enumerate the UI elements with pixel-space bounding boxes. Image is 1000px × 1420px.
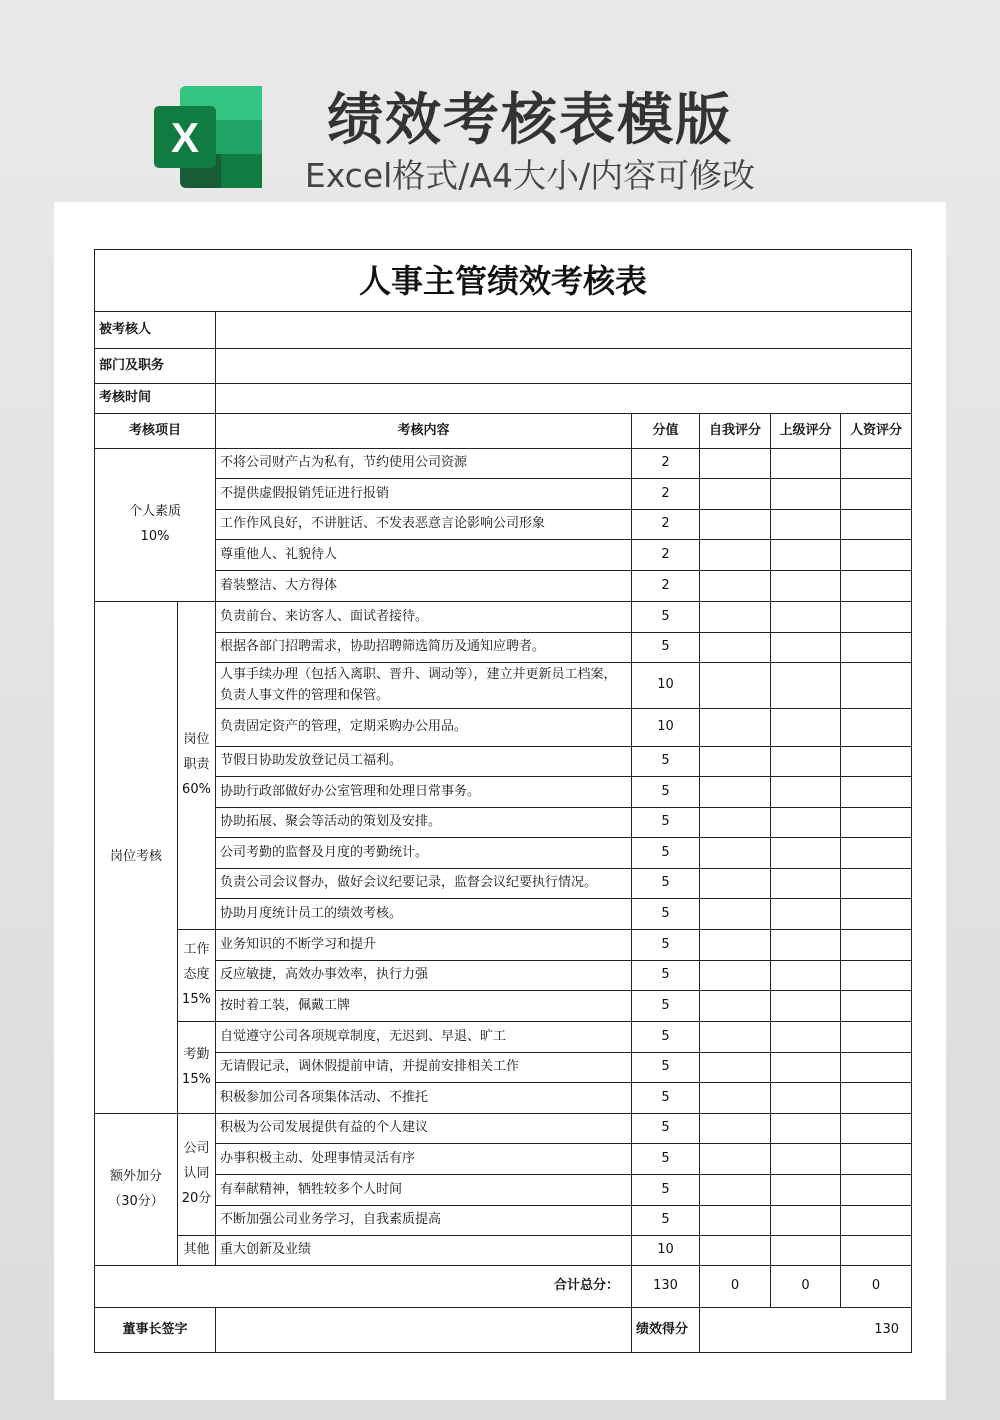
item-score: 5 <box>632 1022 700 1053</box>
section-extra-label: 额外加分（30分） <box>95 1114 178 1266</box>
self-score-cell[interactable] <box>700 1175 771 1206</box>
hr-score-cell[interactable] <box>841 808 912 838</box>
superior-score-cell[interactable] <box>771 540 841 571</box>
item-content: 协助行政部做好办公室管理和处理日常事务。 <box>216 777 632 808</box>
subsection-attitude-label: 工作态度15% <box>178 930 216 1022</box>
subsection-other-label: 其他 <box>178 1236 216 1266</box>
superior-score-cell[interactable] <box>771 961 841 991</box>
self-score-cell[interactable] <box>700 838 771 869</box>
superior-score-cell[interactable] <box>771 1114 841 1144</box>
item-content: 负责前台、来访客人、面试者接待。 <box>216 602 632 633</box>
self-score-cell[interactable] <box>700 602 771 633</box>
item-content: 协助拓展、聚会等活动的策划及安排。 <box>216 808 632 838</box>
hr-score-cell[interactable] <box>841 709 912 747</box>
subsection-duty-label: 岗位职责60% <box>178 602 216 930</box>
hr-score-cell[interactable] <box>841 663 912 709</box>
item-score: 5 <box>632 808 700 838</box>
superior-score-cell[interactable] <box>771 1022 841 1053</box>
col-header-hr: 人资评分 <box>841 414 912 449</box>
hr-score-cell[interactable] <box>841 1206 912 1236</box>
item-content: 节假日协助发放登记员工福利。 <box>216 747 632 777</box>
hr-score-cell[interactable] <box>841 747 912 777</box>
section-personal-weight: 10% <box>140 529 170 544</box>
chairman-sign-label: 董事长签字 <box>95 1308 216 1353</box>
item-score: 5 <box>632 777 700 808</box>
item-content: 积极为公司发展提供有益的个人建议 <box>216 1114 632 1144</box>
item-score: 5 <box>632 930 700 961</box>
superior-score-cell[interactable] <box>771 633 841 663</box>
info-value-time[interactable] <box>216 384 912 414</box>
total-superior: 0 <box>771 1266 841 1308</box>
item-content: 不将公司财产占为私有，节约使用公司资源 <box>216 449 632 479</box>
item-score: 5 <box>632 1206 700 1236</box>
self-score-cell[interactable] <box>700 930 771 961</box>
self-score-cell[interactable] <box>700 1206 771 1236</box>
page-title: 绩效考核表模版 <box>327 88 733 153</box>
superior-score-cell[interactable] <box>771 838 841 869</box>
hr-score-cell[interactable] <box>841 540 912 571</box>
superior-score-cell[interactable] <box>771 571 841 602</box>
hr-score-cell[interactable] <box>841 510 912 540</box>
item-score: 5 <box>632 1083 700 1114</box>
item-content: 人事手续办理（包括入离职、晋升、调动等），建立并更新员工档案，负责人事文件的管理和保管。 <box>216 663 632 709</box>
superior-score-cell[interactable] <box>771 930 841 961</box>
section-personal-label: 个人素质 <box>128 504 181 520</box>
item-content: 协助月度统计员工的绩效考核。 <box>216 899 632 930</box>
info-label: 考核时间 <box>95 384 216 414</box>
hr-score-cell[interactable] <box>841 1144 912 1175</box>
hr-score-cell[interactable] <box>841 899 912 930</box>
item-score: 5 <box>632 1053 700 1083</box>
total-hr: 0 <box>841 1266 912 1308</box>
perf-score-value: 130 <box>700 1308 912 1353</box>
item-content: 不提供虚假报销凭证进行报销 <box>216 479 632 510</box>
item-score: 5 <box>632 1114 700 1144</box>
superior-score-cell[interactable] <box>771 1053 841 1083</box>
hr-score-cell[interactable] <box>841 571 912 602</box>
item-content: 尊重他人、礼貌待人 <box>216 540 632 571</box>
superior-score-cell[interactable] <box>771 1236 841 1266</box>
item-content: 不断加强公司业务学习，自我素质提高 <box>216 1206 632 1236</box>
self-score-cell[interactable] <box>700 449 771 479</box>
page-subtitle: Excel格式/A4大小/内容可修改 <box>304 156 756 195</box>
self-score-cell[interactable] <box>700 1144 771 1175</box>
self-score-cell[interactable] <box>700 663 771 709</box>
superior-score-cell[interactable] <box>771 808 841 838</box>
self-score-cell[interactable] <box>700 808 771 838</box>
item-score: 2 <box>632 571 700 602</box>
col-header-item: 考核项目 <box>95 414 216 449</box>
self-score-cell[interactable] <box>700 991 771 1022</box>
item-score: 5 <box>632 1175 700 1206</box>
self-score-cell[interactable] <box>700 747 771 777</box>
self-score-cell[interactable] <box>700 709 771 747</box>
item-score: 5 <box>632 899 700 930</box>
item-content: 自觉遵守公司各项规章制度，无迟到、早退、旷工 <box>216 1022 632 1053</box>
item-score: 5 <box>632 602 700 633</box>
hr-score-cell[interactable] <box>841 961 912 991</box>
item-score: 5 <box>632 633 700 663</box>
item-content: 根据各部门招聘需求，协助招聘筛选简历及通知应聘者。 <box>216 633 632 663</box>
item-content: 负责公司会议督办，做好会议纪要记录，监督会议纪要执行情况。 <box>216 869 632 899</box>
total-self: 0 <box>700 1266 771 1308</box>
item-content: 积极参加公司各项集体活动、不推托 <box>216 1083 632 1114</box>
excel-icon-letter: X <box>170 114 200 161</box>
self-score-cell[interactable] <box>700 869 771 899</box>
item-score: 2 <box>632 510 700 540</box>
item-content: 业务知识的不断学习和提升 <box>216 930 632 961</box>
self-score-cell[interactable] <box>700 540 771 571</box>
item-score: 5 <box>632 1144 700 1175</box>
superior-score-cell[interactable] <box>771 510 841 540</box>
self-score-cell[interactable] <box>700 510 771 540</box>
item-score: 5 <box>632 991 700 1022</box>
item-content: 无请假记录，调休假提前申请，并提前安排相关工作 <box>216 1053 632 1083</box>
superior-score-cell[interactable] <box>771 777 841 808</box>
sheet-title: 人事主管绩效考核表 <box>95 250 912 312</box>
superior-score-cell[interactable] <box>771 899 841 930</box>
item-content: 负责固定资产的管理，定期采购办公用品。 <box>216 709 632 747</box>
hr-score-cell[interactable] <box>841 1083 912 1114</box>
item-content: 公司考勤的监督及月度的考勤统计。 <box>216 838 632 869</box>
self-score-cell[interactable] <box>700 1236 771 1266</box>
self-score-cell[interactable] <box>700 1053 771 1083</box>
item-score: 5 <box>632 961 700 991</box>
item-score: 2 <box>632 479 700 510</box>
col-header-content: 考核内容 <box>216 414 632 449</box>
superior-score-cell[interactable] <box>771 663 841 709</box>
superior-score-cell[interactable] <box>771 1144 841 1175</box>
hr-score-cell[interactable] <box>841 1053 912 1083</box>
superior-score-cell[interactable] <box>771 747 841 777</box>
self-score-cell[interactable] <box>700 961 771 991</box>
appraisal-table <box>94 249 912 1353</box>
item-content: 着装整洁、大方得体 <box>216 571 632 602</box>
self-score-cell[interactable] <box>700 899 771 930</box>
superior-score-cell[interactable] <box>771 479 841 510</box>
item-score: 2 <box>632 540 700 571</box>
excel-icon <box>152 84 264 190</box>
section-position-label: 岗位考核 <box>95 602 178 1114</box>
hr-score-cell[interactable] <box>841 1175 912 1206</box>
hr-score-cell[interactable] <box>841 633 912 663</box>
item-content: 反应敏捷，高效办事效率，执行力强 <box>216 961 632 991</box>
superior-score-cell[interactable] <box>771 709 841 747</box>
self-score-cell[interactable] <box>700 633 771 663</box>
superior-score-cell[interactable] <box>771 991 841 1022</box>
hr-score-cell[interactable] <box>841 838 912 869</box>
hr-score-cell[interactable] <box>841 479 912 510</box>
page-header <box>0 0 1000 200</box>
info-value-appraisee[interactable] <box>216 312 912 349</box>
info-label: 部门及职务 <box>95 349 216 384</box>
col-header-self: 自我评分 <box>700 414 771 449</box>
section-personal <box>95 449 216 602</box>
self-score-cell[interactable] <box>700 777 771 808</box>
col-header-superior: 上级评分 <box>771 414 841 449</box>
superior-score-cell[interactable] <box>771 1083 841 1114</box>
item-content: 重大创新及业绩 <box>216 1236 632 1266</box>
superior-score-cell[interactable] <box>771 1206 841 1236</box>
item-score: 5 <box>632 838 700 869</box>
hr-score-cell[interactable] <box>841 991 912 1022</box>
perf-score-label: 绩效得分 <box>632 1308 700 1353</box>
hr-score-cell[interactable] <box>841 1022 912 1053</box>
hr-score-cell[interactable] <box>841 1114 912 1144</box>
total-label: 合计总分： <box>95 1266 632 1308</box>
self-score-cell[interactable] <box>700 1022 771 1053</box>
total-score: 130 <box>632 1266 700 1308</box>
item-score: 10 <box>632 663 700 709</box>
subsection-recognition-label: 公司认同20分 <box>178 1114 216 1236</box>
item-score: 2 <box>632 449 700 479</box>
item-score: 5 <box>632 747 700 777</box>
item-content: 办事积极主动、处理事情灵活有序 <box>216 1144 632 1175</box>
item-content: 按时着工装，佩戴工牌 <box>216 991 632 1022</box>
superior-score-cell[interactable] <box>771 1175 841 1206</box>
hr-score-cell[interactable] <box>841 1236 912 1266</box>
item-score: 10 <box>632 1236 700 1266</box>
hr-score-cell[interactable] <box>841 602 912 633</box>
superior-score-cell[interactable] <box>771 602 841 633</box>
hr-score-cell[interactable] <box>841 449 912 479</box>
item-content: 有奉献精神，牺牲较多个人时间 <box>216 1175 632 1206</box>
self-score-cell[interactable] <box>700 1114 771 1144</box>
hr-score-cell[interactable] <box>841 869 912 899</box>
info-label: 被考核人 <box>95 312 216 349</box>
subsection-attendance-label: 考勤15% <box>178 1022 216 1114</box>
col-header-score: 分值 <box>632 414 700 449</box>
superior-score-cell[interactable] <box>771 449 841 479</box>
self-score-cell[interactable] <box>700 1083 771 1114</box>
self-score-cell[interactable] <box>700 571 771 602</box>
hr-score-cell[interactable] <box>841 930 912 961</box>
chairman-sign-field[interactable] <box>216 1308 632 1353</box>
item-score: 10 <box>632 709 700 747</box>
self-score-cell[interactable] <box>700 479 771 510</box>
item-score: 5 <box>632 869 700 899</box>
superior-score-cell[interactable] <box>771 869 841 899</box>
hr-score-cell[interactable] <box>841 777 912 808</box>
item-content: 工作作风良好，不讲脏话、不发表恶意言论影响公司形象 <box>216 510 632 540</box>
info-value-department[interactable] <box>216 349 912 384</box>
